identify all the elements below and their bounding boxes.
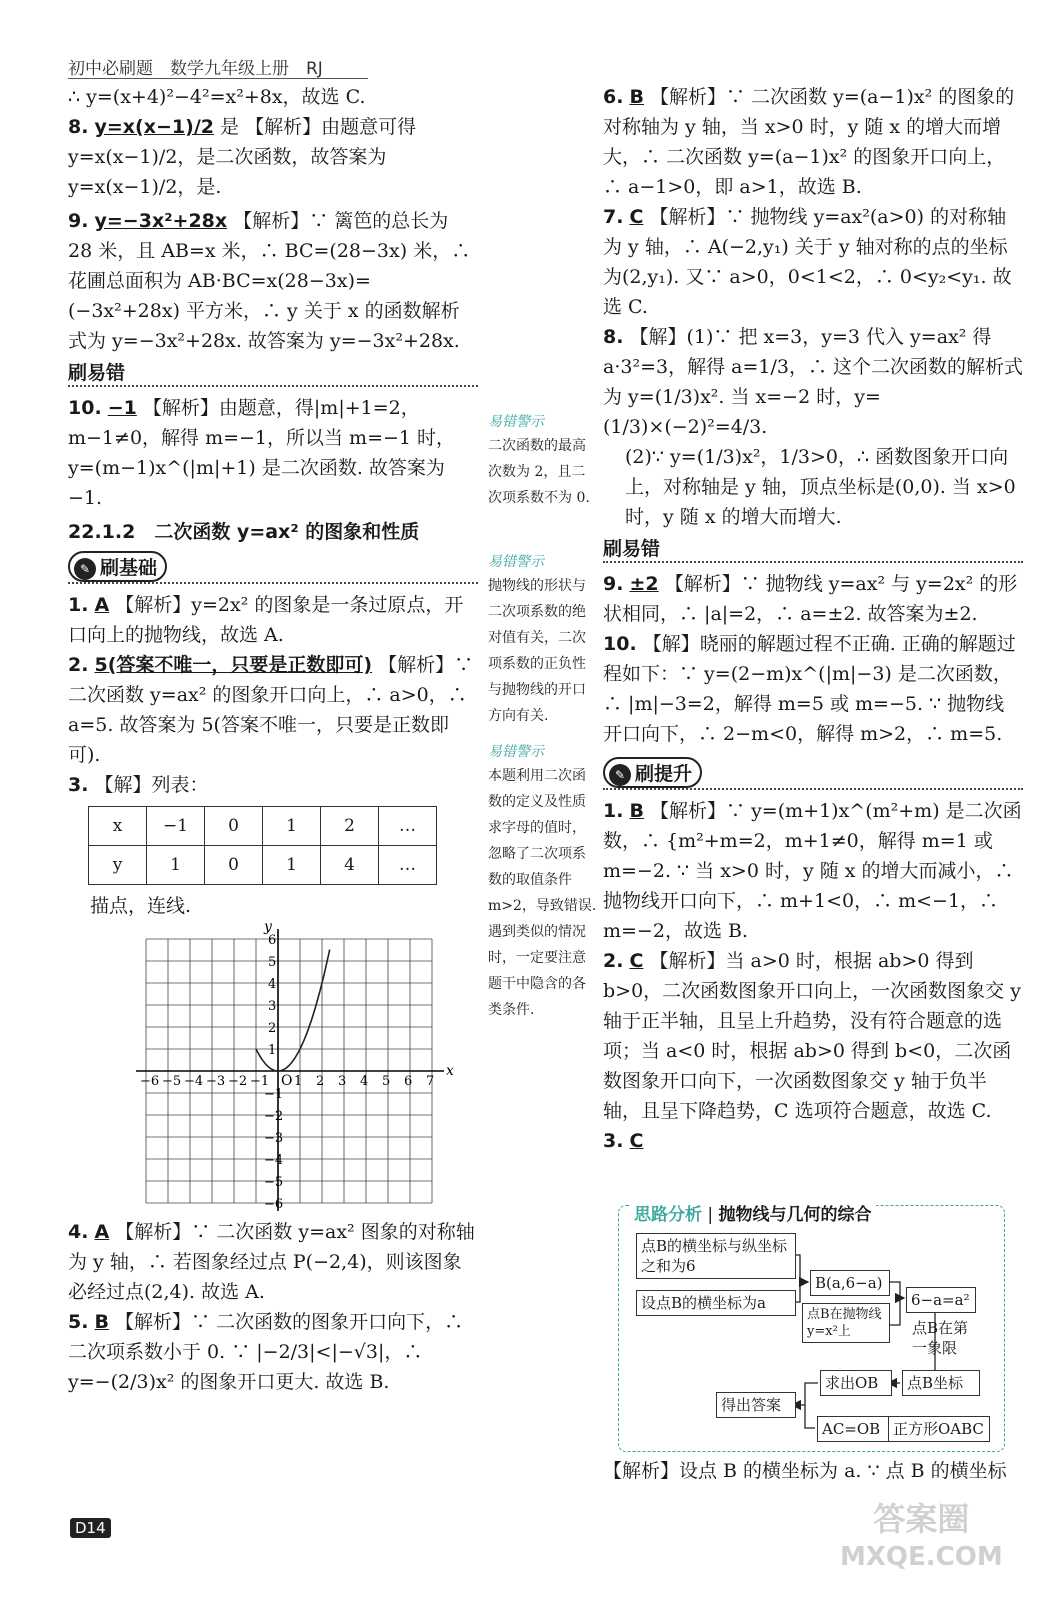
y-tick-label: 1 xyxy=(268,1043,277,1058)
x-tick-label: 3 xyxy=(338,1074,347,1089)
r8-number: 8. xyxy=(603,326,624,348)
b5-answer: B xyxy=(94,1311,109,1333)
u3-answer: C xyxy=(629,1130,644,1152)
r9-number: 9. xyxy=(603,573,624,595)
u1-answer: B xyxy=(629,800,644,822)
table-cell: 1 xyxy=(147,846,205,885)
b3-number: 3. xyxy=(68,774,89,796)
u2-text: 【解析】当 a>0 时，根据 ab>0 得到 b>0，二次函数图象开口向上，一次函数图象交 y 轴于正半轴，且呈上升趋势，没有符合题意的选项；当 a<0 时，根据 ab>0 得到 b<0，二次函数图象开口向下，一次函数图象交 y 轴于负半轴，且呈下降趋势，C 选项符合题意，故选 C. xyxy=(603,950,1021,1122)
pencil-icon: ✎ xyxy=(74,558,96,580)
y-axis-label: y xyxy=(264,921,272,935)
y-tick-label: −6 xyxy=(264,1197,284,1211)
y-tick-label: −5 xyxy=(264,1175,284,1190)
b4-text: 【解析】∵ 二次函数 y=ax² 图象的对称轴为 y 轴，∴ 若图象经过点 P(−2,4)，则该图象必经过点(2,4). 故选 A. xyxy=(68,1221,475,1303)
b3-after: 描点，连线. xyxy=(90,895,192,917)
x-tick-label: −6 xyxy=(140,1074,160,1089)
x-tick-label: −5 xyxy=(162,1074,182,1089)
x-tick-label: 2 xyxy=(316,1074,325,1089)
x-tick-label: −3 xyxy=(206,1074,226,1089)
y-tick-label: −3 xyxy=(264,1131,284,1146)
r6-text: 【解析】∵ 二次函数 y=(a−1)x² 的图象的对称轴为 y 轴，当 x>0 时，y 随 x 的增大而增大，∴ 二次函数 y=(a−1)x² 的图象开口向上，∴ a−1>0，即 a>1，故选 B. xyxy=(603,86,1015,198)
x-tick-label: 4 xyxy=(360,1074,369,1089)
tip2-text: 抛物线的形状与二次项系数的绝对值有关，二次项系数的正负性与抛物线的开口方向有关. xyxy=(488,578,586,724)
basic-label: 刷基础 xyxy=(100,557,158,579)
watermark-bottom: MXQE.COM xyxy=(840,1542,1003,1572)
table-cell: 1 xyxy=(263,807,321,846)
table-cell: x xyxy=(89,807,147,846)
flow-title-a: 思路分析 xyxy=(634,1205,702,1225)
r7-number: 7. xyxy=(603,206,624,228)
y-tick-label: −1 xyxy=(264,1087,284,1102)
x-tick-label: −1 xyxy=(250,1074,270,1089)
b5-number: 5. xyxy=(68,1311,89,1333)
table-cell: 4 xyxy=(321,846,379,885)
b3-text: 【解】列表： xyxy=(94,774,209,796)
q8-text: 是 【解析】由题意可得 y=x(x−1)/2，是二次函数，故答案为 y=x(x−1)/2，是. xyxy=(68,116,417,198)
r7-answer: C xyxy=(629,206,644,228)
y-tick-label: 3 xyxy=(268,999,277,1014)
tip2-heading: 易错警示 xyxy=(488,554,544,570)
flow-box-7: 求出OB xyxy=(820,1370,892,1396)
flow-box-8: 点B坐标 xyxy=(902,1370,980,1396)
flow-box-11: 正方形OABC xyxy=(888,1416,990,1442)
q9-number: 9. xyxy=(68,210,89,232)
q10-answer: −1 xyxy=(107,397,137,419)
flow-title-b: 抛物线与几何的综合 xyxy=(718,1205,872,1225)
b1-answer: A xyxy=(94,594,110,616)
right-easy-error-heading: 刷易错 xyxy=(603,534,1023,563)
tip1-text: 二次函数的最高次数为 2，且二次项系数不为 0. xyxy=(488,438,590,506)
u3-analysis-start: 【解析】设点 B 的横坐标为 a. ∵ 点 B 的横坐标 xyxy=(603,1460,1007,1482)
x-tick-label: −4 xyxy=(184,1074,204,1089)
easy-error-heading: 刷易错 xyxy=(68,358,478,387)
u1-number: 1. xyxy=(603,800,624,822)
y-tick-label: −2 xyxy=(264,1109,284,1124)
y-tick-label: −4 xyxy=(264,1153,284,1168)
flow-box-2: 设点B的横坐标为a xyxy=(636,1290,796,1316)
r6-answer: B xyxy=(629,86,644,108)
table-cell: 0 xyxy=(205,807,263,846)
flow-title: 思路分析 | 抛物线与几何的综合 xyxy=(630,1200,876,1225)
q10-number: 10. xyxy=(68,397,102,419)
u1-text: 【解析】∵ y=(m+1)x^(m²+m) 是二次函数，∴ {m²+m=2，m+1≠0，解得 m=1 或 m=−2. ∵ 当 x>0 时，y 随 x 的增大而减小，∴ 抛物线开口向下，∴ m+1<0，∴ m<−1，∴ m=−2，故选 B. xyxy=(603,800,1022,942)
r7-text: 【解析】∵ 抛物线 y=ax²(a>0) 的对称轴为 y 轴，∴ A(−2,y₁) 关于 y 轴对称的点的坐标为(2,y₁). 又∵ a>0，0<1<2，∴ 0<y₂<y₁. 故选 C. xyxy=(603,206,1012,318)
r8-part2: (2)∵ y=(1/3)x²，1/3>0，∴ 函数图象开口向上，对称轴是 y 轴，顶点坐标是(0,0). 当 x>0 时，y 随 x 的增大而增大. xyxy=(625,446,1016,528)
flow-box-3: B(a,6−a) xyxy=(810,1270,890,1296)
watermark xyxy=(840,1500,1003,1576)
section-title: 22.1.2 二次函数 y=ax² 的图象和性质 xyxy=(68,521,420,543)
b5-text: 【解析】∵ 二次函数的图象开口向下，∴ 二次项系数小于 0. ∵ |−2/3|<|−√3|，∴ y=−(2/3)x² 的图象开口更大. 故选 B. xyxy=(68,1311,464,1393)
table-cell: … xyxy=(379,807,437,846)
tip3-heading: 易错警示 xyxy=(488,744,544,760)
watermark-top: 答案圈 xyxy=(873,1500,970,1538)
u2-answer: C xyxy=(629,950,644,972)
u3-number: 3. xyxy=(603,1130,624,1152)
improve-label: 刷提升 xyxy=(635,763,693,785)
tip3-text: 本题利用二次函数的定义及性质求字母的值时，忽略了二次项系数的取值条件 m>2，导致错误. 遇到类似的情况时，一定要注意题干中隐含的各类条件. xyxy=(488,768,597,1018)
b4-number: 4. xyxy=(68,1221,89,1243)
r8-text1: 【解】(1)∵ 把 x=3，y=3 代入 y=ax² 得 a·3²=3，解得 a=1/3，∴ 这个二次函数的解析式为 y=(1/3)x². 当 x=−2 时，y=(1/3)×(−2)²=4/3. xyxy=(603,326,1023,438)
b2-number: 2. xyxy=(68,654,89,676)
flow-box-5: 6−a=a² xyxy=(906,1287,976,1313)
table-cell: 0 xyxy=(205,846,263,885)
table-cell: … xyxy=(379,846,437,885)
q9-text: 【解析】∵ 篱笆的总长为 28 米，且 AB=x 米，∴ BC=(28−3x) 米，∴ 花圃总面积为 AB·BC=x(28−3x)=(−3x²+28x) 平方米，∴ y 关于 x 的函数解析式为 y=−3x²+28x. 故答案为 y=−3x²+28x. xyxy=(68,210,471,352)
table-cell: −1 xyxy=(147,807,205,846)
b2-text: 【解析】∵ 二次函数 y=ax² 的图象开口向上，∴ a>0，∴ a=5. 故答案为 5(答案不唯一，只要是正数即可). xyxy=(68,654,474,766)
q10-text: 【解析】由题意，得|m|+1=2，m−1≠0，解得 m=−1，所以当 m=−1 时，y=(m−1)x^(|m|+1) 是二次函数. 故答案为−1. xyxy=(68,397,456,509)
flow-box-10: AC=OB xyxy=(817,1416,889,1442)
x-tick-label: 7 xyxy=(426,1074,435,1089)
pencil-icon: ✎ xyxy=(609,764,631,786)
y-tick-label: 2 xyxy=(268,1021,277,1036)
table-cell: 1 xyxy=(263,846,321,885)
q8-number: 8. xyxy=(68,116,89,138)
origin-label: O xyxy=(281,1073,293,1089)
x-tick-label: −2 xyxy=(228,1074,248,1089)
r10-text: 【解】晓丽的解题过程不正确. 正确的解题过程如下：∵ y=(2−m)x^(|m|−3) 是二次函数，∴ |m|−3=2，解得 m=5 或 m=−5. ∵ 抛物线开口向下，∴ 2−m<0，解得 m>2，∴ m=5. xyxy=(603,633,1016,745)
y-tick-label: 4 xyxy=(268,977,277,992)
q9-answer: y=−3x²+28x xyxy=(94,210,228,232)
x-tick-label: 1 xyxy=(294,1074,303,1089)
y-tick-label: 6 xyxy=(268,933,277,948)
q8-answer: y=x(x−1)/2 xyxy=(94,116,214,138)
y-tick-label: 5 xyxy=(268,955,277,970)
page-number: D14 xyxy=(70,1518,111,1538)
u2-number: 2. xyxy=(603,950,624,972)
x-tick-label: 6 xyxy=(404,1074,413,1089)
x-axis-label: x xyxy=(446,1063,454,1079)
table-cell: 2 xyxy=(321,807,379,846)
line-q7-end: ∴ y=(x+4)²−4²=x²+8x，故选 C. xyxy=(68,86,366,108)
flow-box-9: 得出答案 xyxy=(716,1392,796,1418)
flow-box-1: 点B的横坐标与纵坐标之和为6 xyxy=(636,1233,796,1279)
b2-answer: 5(答案不唯一，只要是正数即可) xyxy=(94,654,373,676)
flow-box-4: 点B在抛物线y=x²上 xyxy=(802,1303,890,1343)
table-cell: y xyxy=(89,846,147,885)
r10-number: 10. xyxy=(603,633,637,655)
flow-note-6: 点B在第一象限 xyxy=(912,1319,969,1357)
b1-number: 1. xyxy=(68,594,89,616)
r9-text: 【解析】∵ 抛物线 y=ax² 与 y=2x² 的形状相同，∴ |a|=2，∴ a=±2. 故答案为±2. xyxy=(603,573,1018,625)
page-header: 初中必刷题 数学九年级上册 RJ xyxy=(68,59,323,79)
r6-number: 6. xyxy=(603,86,624,108)
r9-answer: ±2 xyxy=(629,573,659,595)
x-tick-label: 5 xyxy=(382,1074,391,1089)
b1-text: 【解析】y=2x² 的图象是一条过原点，开口向上的抛物线，故选 A. xyxy=(68,594,464,646)
b4-answer: A xyxy=(94,1221,110,1243)
tip1-heading: 易错警示 xyxy=(488,414,544,430)
